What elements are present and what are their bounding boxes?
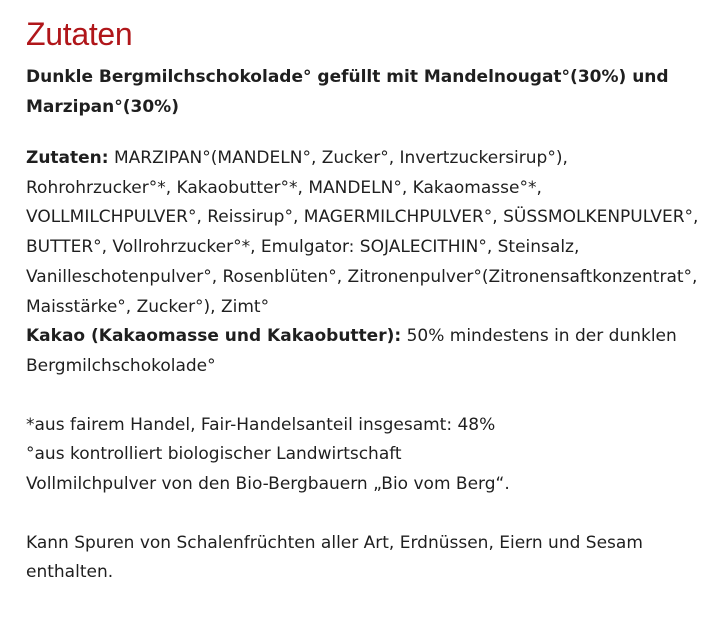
cocoa-text: 50% mindestens in der dunklen Bergmilchschokolade° [26,326,677,376]
milk-source-note: Vollmilchpulver von den Bio-Bergbauern „Bio vom Berg“. [26,474,510,495]
organic-note: °aus kontrolliert biologischer Landwirtschaft [26,444,402,465]
allergen-block [26,529,706,588]
allergen-note: Kann Spuren von Schalenfrüchten aller Art, Erdnüssen, Eiern und Sesam enthalten. [26,532,643,583]
cocoa-content [26,322,706,381]
ingredients-block [26,144,706,382]
footnotes-block [26,411,706,500]
ingredients-list [26,144,706,322]
product-name: Dunkle Bergmilchschokolade° gefüllt mit Mandelnougat°(30%) und Marzipan°(30%) [26,67,669,117]
section-title: Zutaten [26,16,133,52]
ingredients-section [26,14,706,617]
ingredients-label: Zutaten: [26,148,109,168]
ingredients-text: MARZIPAN°(MANDELN°, Zucker°, Invertzuckersirup°), Rohrohrzucker°*, Kakaobutter°*, MANDELN°, Kakaomasse°*, VOLLMILCHPULVER°, Reissirup°, MAGERMILCHPULVER°, SÜSSMOLKENPULVER°, BUTTER°, Vollrohrzucker°*, Emulgator: SOJALECITHIN°, Steinsalz, Vanilleschotenpulver°, Rosenblüten°, Zitronenpulver°(Zitronensaftkonzentrat°, Maisstärke°, Zucker°), Zimt° [26,148,699,317]
cocoa-label: Kakao (Kakaomasse und Kakaobutter): [26,326,402,347]
fair-trade-note: *aus fairem Handel, Fair-Handelsanteil insgesamt: 48% [26,414,496,435]
